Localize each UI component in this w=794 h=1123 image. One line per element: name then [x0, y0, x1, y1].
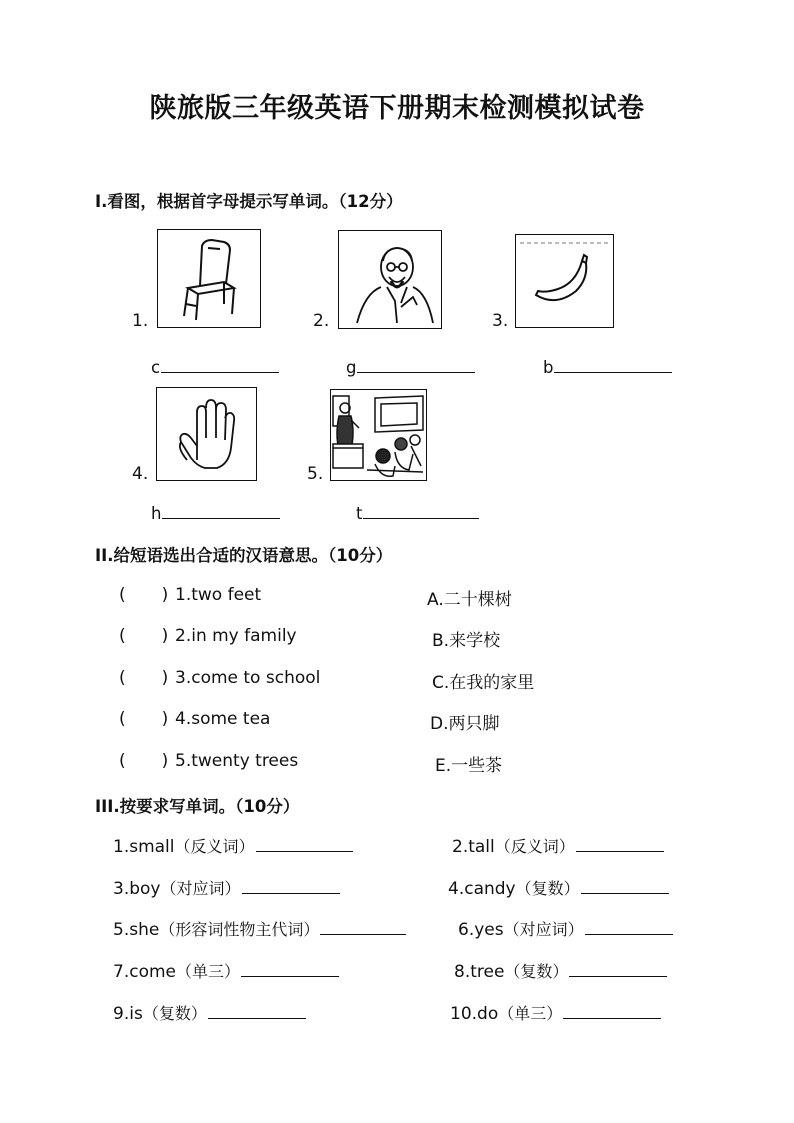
answer-line-5[interactable]	[363, 502, 479, 519]
answer-paren-1[interactable]	[119, 585, 175, 605]
teacher-icon	[331, 390, 426, 480]
paren-close: )	[161, 709, 169, 729]
hint: （单三）	[176, 962, 241, 981]
item-4-answer	[151, 502, 280, 523]
answer-line[interactable]	[576, 835, 664, 852]
word-item-6	[458, 917, 673, 940]
paren-open: (	[119, 626, 126, 646]
word: 2.tall	[452, 837, 495, 857]
answer-line-3[interactable]	[554, 356, 672, 373]
hint: （反义词）	[494, 837, 575, 856]
page-title: 陕旅版三年级英语下册期末检测模拟试卷	[149, 93, 645, 124]
paren-open: (	[119, 668, 126, 688]
phrase: 1.two feet	[175, 585, 262, 605]
grandpa-picture	[338, 230, 442, 329]
hint: （对应词）	[160, 879, 241, 898]
answer-paren-4[interactable]	[119, 709, 175, 729]
answer-line[interactable]	[563, 1002, 661, 1019]
word-item-7	[113, 959, 339, 982]
word-item-4	[448, 876, 669, 899]
phrase: 3.come to school	[175, 668, 321, 688]
phrase: 4.some tea	[175, 709, 271, 729]
word: 3.boy	[113, 879, 161, 899]
option-b: B.来学校	[432, 631, 501, 651]
item-1-letter: c	[151, 358, 161, 377]
item-3-answer	[543, 356, 672, 377]
word: 10.do	[450, 1004, 499, 1024]
word-item-9	[113, 1001, 306, 1024]
word: 8.tree	[454, 962, 505, 982]
section-1-heading: I.看图，根据首字母提示写单词。（12分）	[95, 192, 403, 211]
hint: （反义词）	[174, 837, 255, 856]
word-item-5	[113, 917, 406, 940]
answer-line[interactable]	[242, 877, 340, 894]
answer-line-4[interactable]	[162, 502, 280, 519]
answer-line[interactable]	[569, 960, 667, 977]
matching-row-5	[119, 751, 298, 771]
paren-close: )	[161, 668, 169, 688]
word: 1.small	[113, 837, 175, 857]
word: 4.candy	[448, 879, 516, 899]
paren-open: (	[119, 709, 126, 729]
matching-row-4	[119, 709, 270, 729]
answer-line[interactable]	[208, 1002, 306, 1019]
chair-icon	[158, 230, 260, 327]
answer-line[interactable]	[581, 877, 669, 894]
hint: （形容词性物主代词）	[159, 920, 320, 939]
item-2-answer	[346, 356, 475, 377]
phrase: 2.in my family	[175, 626, 297, 646]
item-1-number: 1.	[132, 311, 149, 331]
item-5-answer	[356, 502, 479, 523]
teacher-picture	[330, 389, 427, 481]
word: 7.come	[113, 962, 176, 982]
item-2-number: 2.	[313, 311, 330, 331]
word-item-3	[113, 876, 340, 899]
answer-line-2[interactable]	[357, 356, 475, 373]
paren-open: (	[119, 585, 126, 605]
item-3-letter: b	[543, 358, 554, 377]
item-5-number: 5.	[307, 464, 324, 484]
word-item-1	[113, 834, 353, 857]
hint: （单三）	[498, 1004, 563, 1023]
hand-icon	[157, 388, 256, 480]
option-a: A.二十棵树	[427, 590, 512, 610]
word: 5.she	[113, 920, 160, 940]
hint: （复数）	[142, 1004, 207, 1023]
item-4-letter: h	[151, 504, 162, 523]
item-2-letter: g	[346, 358, 357, 377]
answer-paren-5[interactable]	[119, 751, 175, 771]
hint: （复数）	[504, 962, 569, 981]
paren-close: )	[161, 585, 169, 605]
answer-line[interactable]	[256, 835, 353, 852]
section-3-heading: III.按要求写单词。（10分）	[95, 797, 300, 816]
word-item-8	[454, 959, 667, 982]
item-5-letter: t	[356, 504, 363, 523]
matching-row-3	[119, 668, 320, 688]
section-2-heading: II.给短语选出合适的汉语意思。（10分）	[95, 546, 393, 565]
answer-paren-3[interactable]	[119, 668, 175, 688]
matching-row-1	[119, 585, 261, 605]
word-item-2	[452, 834, 664, 857]
banana-icon	[516, 235, 613, 327]
hint: （对应词）	[503, 920, 584, 939]
option-c: C.在我的家里	[432, 673, 535, 693]
grandpa-icon	[339, 231, 441, 328]
item-3-number: 3.	[492, 311, 509, 331]
answer-line[interactable]	[320, 918, 406, 935]
word: 9.is	[113, 1004, 143, 1024]
item-1-answer	[151, 356, 279, 377]
banana-picture	[515, 234, 614, 328]
phrase: 5.twenty trees	[175, 751, 299, 771]
paren-open: (	[119, 751, 126, 771]
item-4-number: 4.	[132, 464, 149, 484]
paren-close: )	[161, 626, 169, 646]
chair-picture	[157, 229, 261, 328]
word: 6.yes	[458, 920, 504, 940]
option-d: D.两只脚	[430, 714, 500, 734]
paren-close: )	[161, 751, 169, 771]
answer-line[interactable]	[241, 960, 339, 977]
matching-row-2	[119, 626, 297, 646]
word-item-10	[450, 1001, 661, 1024]
answer-line-1[interactable]	[161, 356, 279, 373]
hint: （复数）	[515, 879, 580, 898]
answer-line[interactable]	[585, 918, 673, 935]
hand-picture	[156, 387, 257, 481]
answer-paren-2[interactable]	[119, 626, 175, 646]
option-e: E.一些茶	[435, 756, 503, 776]
